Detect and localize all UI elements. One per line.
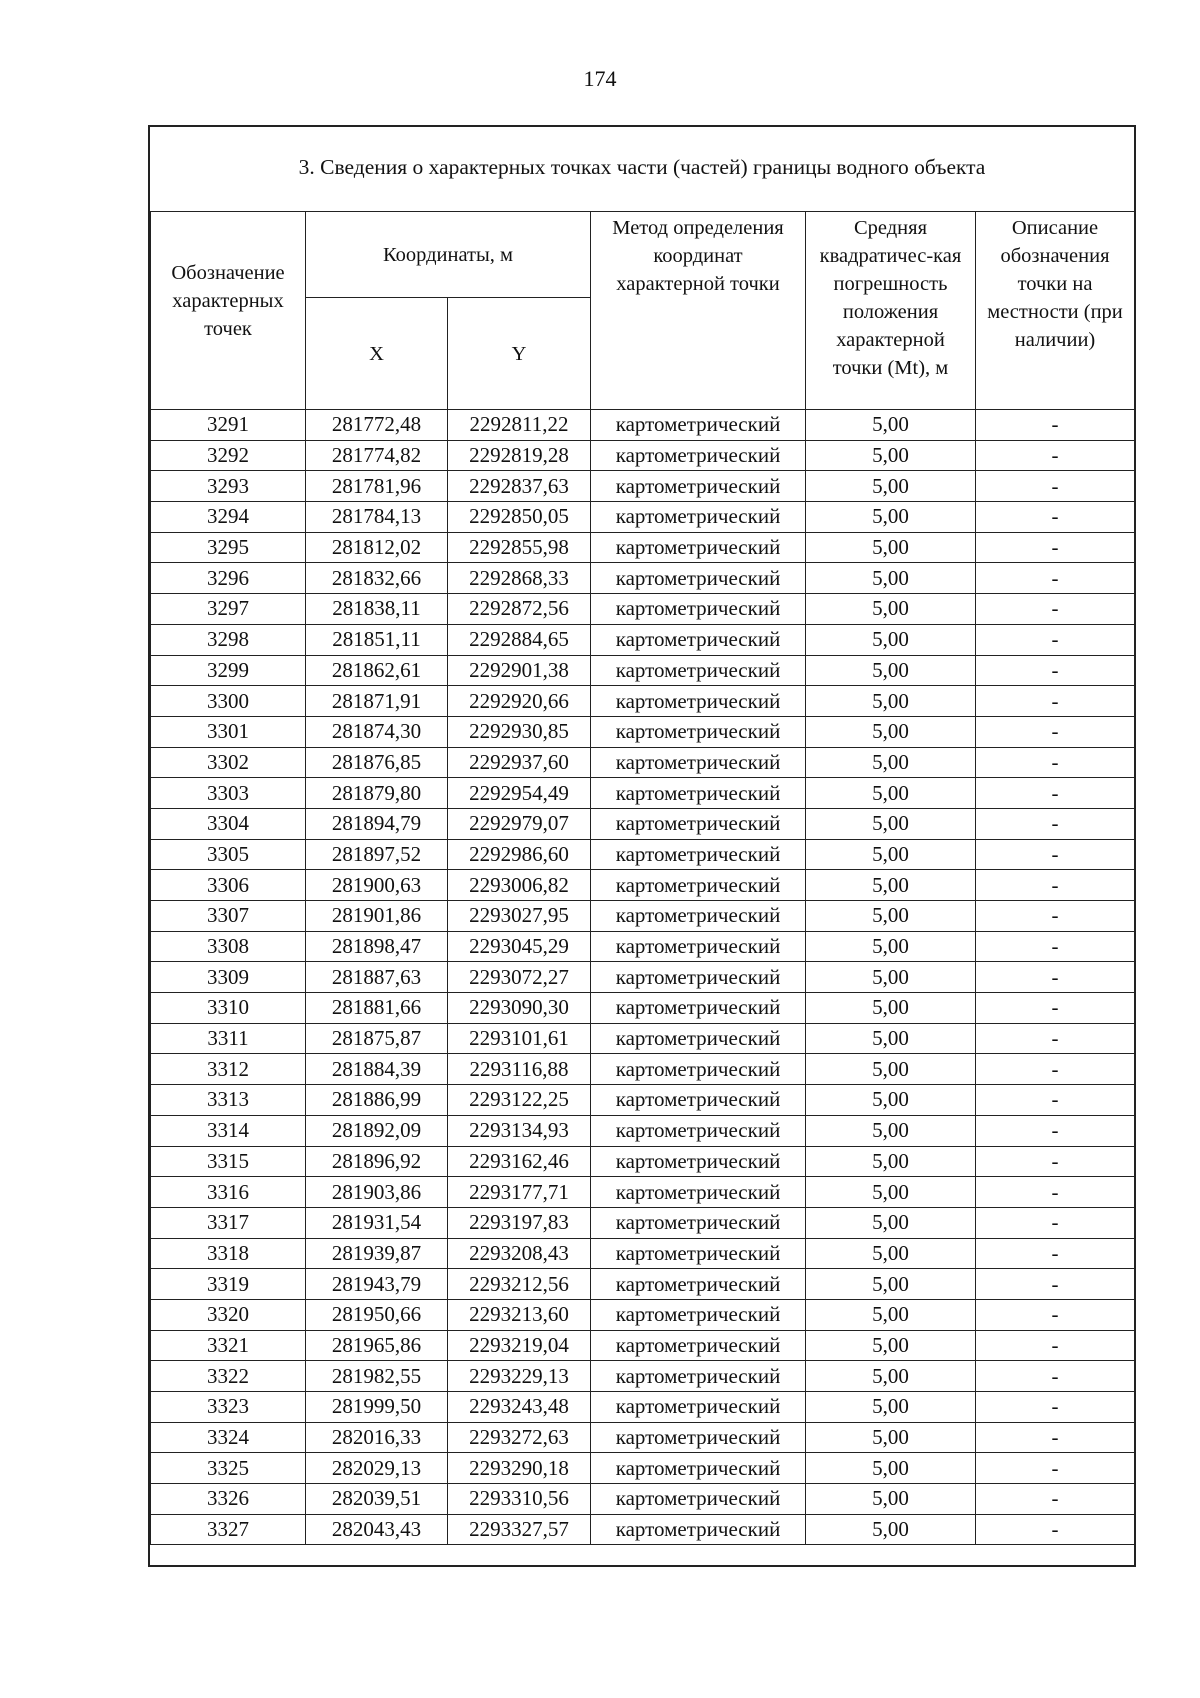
cell-coord-y: 2292979,07: [448, 808, 591, 839]
cell-method: картометрический: [591, 471, 806, 502]
cell-description: -: [976, 1361, 1135, 1392]
table-row: [151, 1330, 1135, 1361]
cell-method: картометрический: [591, 1330, 806, 1361]
cell-error: 5,00: [806, 901, 976, 932]
cell-point-id: 3294: [151, 502, 306, 533]
cell-coord-y: 2292901,38: [448, 655, 591, 686]
cell-description: -: [976, 624, 1135, 655]
cell-error: 5,00: [806, 655, 976, 686]
table-row: [151, 1453, 1135, 1484]
table-row: [151, 1422, 1135, 1453]
cell-point-id: 3317: [151, 1207, 306, 1238]
table-row: [151, 471, 1135, 502]
cell-description: -: [976, 993, 1135, 1024]
cell-description: -: [976, 1207, 1135, 1238]
cell-coord-y: 2293212,56: [448, 1269, 591, 1300]
cell-description: -: [976, 839, 1135, 870]
header-description: [976, 212, 1135, 410]
cell-description: -: [976, 563, 1135, 594]
cell-coord-y: 2292872,56: [448, 594, 591, 625]
cell-error: 5,00: [806, 1422, 976, 1453]
cell-coord-x: 281876,85: [306, 747, 448, 778]
cell-method: картометрический: [591, 993, 806, 1024]
header-error-label: Средняя квадратичес-кая погрешность положения характерной точки (Mt), м: [819, 217, 962, 379]
table-row: [151, 1238, 1135, 1269]
cell-point-id: 3301: [151, 716, 306, 747]
cell-point-id: 3305: [151, 839, 306, 870]
cell-coord-x: 281886,99: [306, 1085, 448, 1116]
cell-description: -: [976, 901, 1135, 932]
table-row: [151, 1115, 1135, 1146]
cell-coord-x: 281862,61: [306, 655, 448, 686]
cell-coord-x: 281875,87: [306, 1023, 448, 1054]
cell-error: 5,00: [806, 410, 976, 441]
header-coordinates: Координаты, м: [306, 212, 591, 298]
cell-method: картометрический: [591, 1392, 806, 1423]
cell-error: 5,00: [806, 1207, 976, 1238]
cell-method: картометрический: [591, 1177, 806, 1208]
cell-method: картометрический: [591, 962, 806, 993]
cell-point-id: 3300: [151, 686, 306, 717]
cell-coord-x: 281871,91: [306, 686, 448, 717]
table-row: [151, 410, 1135, 441]
cell-method: картометрический: [591, 532, 806, 563]
table-row: [151, 716, 1135, 747]
cell-method: картометрический: [591, 901, 806, 932]
cell-method: картометрический: [591, 655, 806, 686]
cell-point-id: 3292: [151, 440, 306, 471]
cell-error: 5,00: [806, 993, 976, 1024]
cell-point-id: 3318: [151, 1238, 306, 1269]
cell-method: картометрический: [591, 870, 806, 901]
table-row: [151, 502, 1135, 533]
table-row: [151, 993, 1135, 1024]
cell-error: 5,00: [806, 1484, 976, 1515]
cell-description: -: [976, 1453, 1135, 1484]
table-body: [151, 410, 1135, 1545]
cell-error: 5,00: [806, 1023, 976, 1054]
cell-error: 5,00: [806, 1238, 976, 1269]
cell-method: картометрический: [591, 1484, 806, 1515]
cell-description: -: [976, 931, 1135, 962]
header-error: [806, 212, 976, 410]
cell-error: 5,00: [806, 1392, 976, 1423]
cell-point-id: 3296: [151, 563, 306, 594]
table-row: [151, 931, 1135, 962]
cell-method: картометрический: [591, 1299, 806, 1330]
cell-point-id: 3320: [151, 1299, 306, 1330]
header-designation: [151, 212, 306, 410]
table-row: [151, 1085, 1135, 1116]
cell-coord-y: 2292920,66: [448, 686, 591, 717]
cell-coord-x: 282029,13: [306, 1453, 448, 1484]
cell-error: 5,00: [806, 962, 976, 993]
cell-coord-x: 281892,09: [306, 1115, 448, 1146]
table-row: [151, 624, 1135, 655]
cell-description: -: [976, 1392, 1135, 1423]
points-table: [150, 211, 1135, 1545]
cell-coord-x: 281774,82: [306, 440, 448, 471]
cell-coord-y: 2293243,48: [448, 1392, 591, 1423]
cell-coord-x: 281881,66: [306, 993, 448, 1024]
cell-method: картометрический: [591, 410, 806, 441]
table-row: [151, 1207, 1135, 1238]
cell-coord-y: 2293229,13: [448, 1361, 591, 1392]
cell-method: картометрический: [591, 1115, 806, 1146]
cell-coord-y: 2293045,29: [448, 931, 591, 962]
cell-description: -: [976, 532, 1135, 563]
header-description-label: Описание обозначения точки на местности (при наличии): [987, 217, 1123, 351]
cell-coord-x: 281999,50: [306, 1392, 448, 1423]
cell-error: 5,00: [806, 1269, 976, 1300]
cell-coord-y: 2293290,18: [448, 1453, 591, 1484]
cell-coord-x: 282039,51: [306, 1484, 448, 1515]
cell-method: картометрический: [591, 778, 806, 809]
cell-coord-x: 281887,63: [306, 962, 448, 993]
cell-coord-y: 2292954,49: [448, 778, 591, 809]
cell-coord-x: 281784,13: [306, 502, 448, 533]
cell-description: -: [976, 1146, 1135, 1177]
cell-coord-y: 2292855,98: [448, 532, 591, 563]
cell-point-id: 3322: [151, 1361, 306, 1392]
table-row: [151, 901, 1135, 932]
cell-coord-y: 2293006,82: [448, 870, 591, 901]
cell-description: -: [976, 1514, 1135, 1545]
cell-description: -: [976, 471, 1135, 502]
cell-point-id: 3293: [151, 471, 306, 502]
cell-coord-x: 281897,52: [306, 839, 448, 870]
cell-coord-x: 281965,86: [306, 1330, 448, 1361]
cell-description: -: [976, 1115, 1135, 1146]
cell-method: картометрический: [591, 1238, 806, 1269]
cell-coord-y: 2293101,61: [448, 1023, 591, 1054]
cell-point-id: 3303: [151, 778, 306, 809]
cell-method: картометрический: [591, 502, 806, 533]
cell-coord-y: 2293219,04: [448, 1330, 591, 1361]
cell-description: -: [976, 1330, 1135, 1361]
table-row: [151, 1269, 1135, 1300]
table-row: [151, 1514, 1135, 1545]
cell-error: 5,00: [806, 1054, 976, 1085]
header-designation-label: Обозначение характерных точек: [171, 261, 285, 340]
cell-point-id: 3314: [151, 1115, 306, 1146]
cell-coord-x: 281939,87: [306, 1238, 448, 1269]
cell-point-id: 3319: [151, 1269, 306, 1300]
cell-method: картометрический: [591, 686, 806, 717]
cell-error: 5,00: [806, 1330, 976, 1361]
table-row: [151, 440, 1135, 471]
cell-method: картометрический: [591, 624, 806, 655]
cell-method: картометрический: [591, 563, 806, 594]
cell-error: 5,00: [806, 471, 976, 502]
cell-coord-x: 281896,92: [306, 1146, 448, 1177]
cell-point-id: 3325: [151, 1453, 306, 1484]
cell-error: 5,00: [806, 1453, 976, 1484]
table-row: [151, 1146, 1135, 1177]
table-row: [151, 747, 1135, 778]
cell-method: картометрический: [591, 716, 806, 747]
cell-description: -: [976, 1299, 1135, 1330]
cell-coord-x: 282043,43: [306, 1514, 448, 1545]
cell-point-id: 3313: [151, 1085, 306, 1116]
cell-coord-y: 2293072,27: [448, 962, 591, 993]
cell-point-id: 3324: [151, 1422, 306, 1453]
cell-method: картометрический: [591, 808, 806, 839]
cell-coord-x: 281832,66: [306, 563, 448, 594]
cell-method: картометрический: [591, 1514, 806, 1545]
cell-description: -: [976, 410, 1135, 441]
cell-error: 5,00: [806, 686, 976, 717]
cell-coord-x: 281894,79: [306, 808, 448, 839]
cell-coord-y: 2293162,46: [448, 1146, 591, 1177]
cell-description: -: [976, 1177, 1135, 1208]
cell-coord-x: 281838,11: [306, 594, 448, 625]
cell-method: картометрический: [591, 1269, 806, 1300]
cell-coord-x: 281781,96: [306, 471, 448, 502]
header-y: Y: [448, 298, 591, 410]
cell-coord-y: 2293327,57: [448, 1514, 591, 1545]
cell-method: картометрический: [591, 1023, 806, 1054]
cell-method: картометрический: [591, 1054, 806, 1085]
cell-method: картометрический: [591, 1207, 806, 1238]
table-row: [151, 808, 1135, 839]
cell-error: 5,00: [806, 563, 976, 594]
table-row: [151, 1054, 1135, 1085]
cell-description: -: [976, 747, 1135, 778]
cell-point-id: 3315: [151, 1146, 306, 1177]
table-row: [151, 1299, 1135, 1330]
table-row: [151, 778, 1135, 809]
cell-coord-y: 2293177,71: [448, 1177, 591, 1208]
cell-description: -: [976, 808, 1135, 839]
cell-coord-x: 281851,11: [306, 624, 448, 655]
cell-coord-y: 2292819,28: [448, 440, 591, 471]
table-row: [151, 1392, 1135, 1423]
section-title: 3. Сведения о характерных точках части (частей) границы водного объекта: [298, 155, 986, 179]
cell-coord-x: 281901,86: [306, 901, 448, 932]
cell-coord-x: 281900,63: [306, 870, 448, 901]
table-row: [151, 1177, 1135, 1208]
cell-description: -: [976, 440, 1135, 471]
cell-description: -: [976, 1269, 1135, 1300]
cell-point-id: 3309: [151, 962, 306, 993]
cell-description: -: [976, 1238, 1135, 1269]
cell-point-id: 3298: [151, 624, 306, 655]
cell-coord-y: 2293122,25: [448, 1085, 591, 1116]
cell-coord-y: 2292868,33: [448, 563, 591, 594]
cell-point-id: 3323: [151, 1392, 306, 1423]
cell-coord-y: 2293310,56: [448, 1484, 591, 1515]
cell-point-id: 3295: [151, 532, 306, 563]
cell-description: -: [976, 778, 1135, 809]
cell-coord-y: 2292986,60: [448, 839, 591, 870]
cell-coord-x: 281772,48: [306, 410, 448, 441]
cell-point-id: 3311: [151, 1023, 306, 1054]
cell-method: картометрический: [591, 1422, 806, 1453]
cell-error: 5,00: [806, 716, 976, 747]
cell-coord-y: 2293027,95: [448, 901, 591, 932]
cell-point-id: 3307: [151, 901, 306, 932]
cell-coord-y: 2293116,88: [448, 1054, 591, 1085]
cell-method: картометрический: [591, 1361, 806, 1392]
cell-description: -: [976, 1422, 1135, 1453]
cell-coord-x: 281874,30: [306, 716, 448, 747]
cell-point-id: 3321: [151, 1330, 306, 1361]
cell-coord-x: 281903,86: [306, 1177, 448, 1208]
cell-coord-x: 281884,39: [306, 1054, 448, 1085]
cell-point-id: 3306: [151, 870, 306, 901]
cell-coord-y: 2292884,65: [448, 624, 591, 655]
cell-method: картометрический: [591, 1146, 806, 1177]
cell-error: 5,00: [806, 1361, 976, 1392]
cell-method: картометрический: [591, 931, 806, 962]
cell-point-id: 3327: [151, 1514, 306, 1545]
cell-coord-y: 2293272,63: [448, 1422, 591, 1453]
cell-coord-y: 2293134,93: [448, 1115, 591, 1146]
cell-description: -: [976, 594, 1135, 625]
cell-error: 5,00: [806, 440, 976, 471]
cell-coord-y: 2292850,05: [448, 502, 591, 533]
table-row: [151, 686, 1135, 717]
document-frame: [148, 125, 1136, 1567]
cell-point-id: 3316: [151, 1177, 306, 1208]
cell-description: -: [976, 870, 1135, 901]
cell-coord-y: 2292930,85: [448, 716, 591, 747]
cell-description: -: [976, 962, 1135, 993]
cell-error: 5,00: [806, 808, 976, 839]
cell-error: 5,00: [806, 532, 976, 563]
table-row: [151, 655, 1135, 686]
cell-description: -: [976, 502, 1135, 533]
cell-point-id: 3291: [151, 410, 306, 441]
cell-error: 5,00: [806, 1299, 976, 1330]
header-method-label: Метод определения координат характерной точки: [612, 217, 784, 295]
cell-coord-y: 2292837,63: [448, 471, 591, 502]
cell-point-id: 3326: [151, 1484, 306, 1515]
cell-point-id: 3297: [151, 594, 306, 625]
cell-coord-y: 2293090,30: [448, 993, 591, 1024]
cell-point-id: 3310: [151, 993, 306, 1024]
cell-coord-x: 281812,02: [306, 532, 448, 563]
cell-description: -: [976, 1023, 1135, 1054]
cell-coord-x: 281879,80: [306, 778, 448, 809]
cell-method: картометрический: [591, 594, 806, 625]
cell-error: 5,00: [806, 1115, 976, 1146]
table-row: [151, 1484, 1135, 1515]
table-row: [151, 962, 1135, 993]
page-number: 174: [583, 66, 617, 91]
cell-error: 5,00: [806, 624, 976, 655]
cell-coord-y: 2292811,22: [448, 410, 591, 441]
cell-error: 5,00: [806, 1085, 976, 1116]
cell-point-id: 3304: [151, 808, 306, 839]
cell-point-id: 3299: [151, 655, 306, 686]
header-x: X: [306, 298, 448, 410]
cell-error: 5,00: [806, 747, 976, 778]
cell-point-id: 3312: [151, 1054, 306, 1085]
cell-description: -: [976, 686, 1135, 717]
cell-point-id: 3302: [151, 747, 306, 778]
cell-coord-y: 2293208,43: [448, 1238, 591, 1269]
cell-coord-x: 282016,33: [306, 1422, 448, 1453]
cell-description: -: [976, 1484, 1135, 1515]
cell-error: 5,00: [806, 778, 976, 809]
cell-coord-y: 2292937,60: [448, 747, 591, 778]
cell-method: картометрический: [591, 839, 806, 870]
cell-error: 5,00: [806, 502, 976, 533]
cell-method: картометрический: [591, 1453, 806, 1484]
cell-error: 5,00: [806, 594, 976, 625]
table-row: [151, 532, 1135, 563]
cell-error: 5,00: [806, 1146, 976, 1177]
table-row: [151, 870, 1135, 901]
cell-coord-x: 281931,54: [306, 1207, 448, 1238]
cell-point-id: 3308: [151, 931, 306, 962]
table-row: [151, 1361, 1135, 1392]
cell-description: -: [976, 716, 1135, 747]
cell-error: 5,00: [806, 1514, 976, 1545]
cell-description: -: [976, 1054, 1135, 1085]
cell-error: 5,00: [806, 839, 976, 870]
table-row: [151, 1023, 1135, 1054]
header-method: [591, 212, 806, 410]
cell-coord-y: 2293197,83: [448, 1207, 591, 1238]
cell-coord-x: 281950,66: [306, 1299, 448, 1330]
cell-error: 5,00: [806, 1177, 976, 1208]
table-row: [151, 839, 1135, 870]
cell-coord-y: 2293213,60: [448, 1299, 591, 1330]
cell-coord-x: 281898,47: [306, 931, 448, 962]
cell-error: 5,00: [806, 870, 976, 901]
table-row: [151, 594, 1135, 625]
cell-method: картометрический: [591, 440, 806, 471]
cell-coord-x: 281982,55: [306, 1361, 448, 1392]
cell-coord-x: 281943,79: [306, 1269, 448, 1300]
cell-method: картометрический: [591, 747, 806, 778]
cell-method: картометрический: [591, 1085, 806, 1116]
table-row: [151, 563, 1135, 594]
cell-error: 5,00: [806, 931, 976, 962]
cell-description: -: [976, 655, 1135, 686]
cell-description: -: [976, 1085, 1135, 1116]
